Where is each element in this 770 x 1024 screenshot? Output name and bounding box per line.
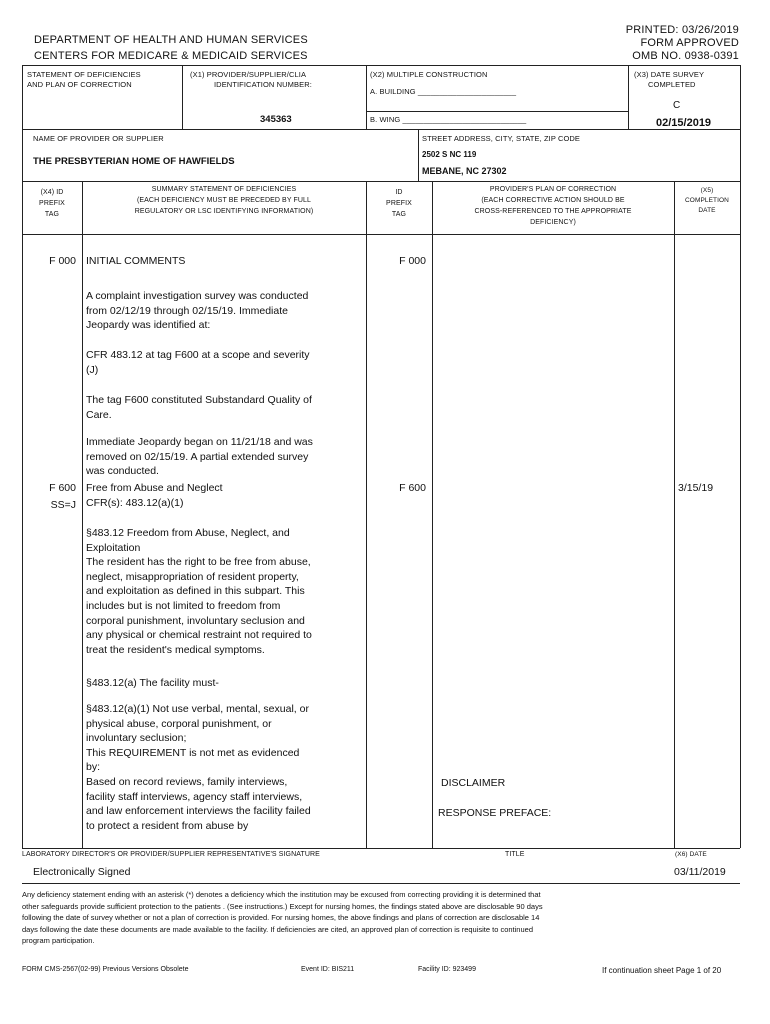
paragraph-facility-must: §483.12(a) The facility must- bbox=[86, 677, 219, 689]
id-f600: F 600 bbox=[399, 482, 426, 494]
x2-label: (X2) MULTIPLE CONSTRUCTION bbox=[370, 70, 488, 79]
id-f000: F 000 bbox=[399, 255, 426, 267]
id-header-line: PREFIX bbox=[386, 200, 412, 207]
statement-label: AND PLAN OF CORRECTION bbox=[27, 80, 132, 89]
rule bbox=[432, 181, 433, 848]
statement-label: STATEMENT OF DEFICIENCIES bbox=[27, 70, 141, 79]
x3-label: COMPLETED bbox=[648, 80, 696, 89]
summary-header-line: (EACH DEFICIENCY MUST BE PRECEDED BY FULL bbox=[136, 197, 312, 204]
address-label: STREET ADDRESS, CITY, STATE, ZIP CODE bbox=[422, 134, 581, 143]
rule bbox=[366, 181, 367, 848]
x4-header bbox=[22, 187, 82, 220]
plan-header-line: PROVIDER'S PLAN OF CORRECTION bbox=[489, 186, 617, 193]
rule bbox=[418, 129, 419, 181]
provider-name-label: NAME OF PROVIDER OR SUPPLIER bbox=[33, 134, 164, 143]
form-approved: FORM APPROVED bbox=[640, 37, 739, 49]
id-header bbox=[366, 187, 432, 220]
rule bbox=[82, 181, 83, 848]
f600-title: Free from Abuse and Neglect bbox=[86, 482, 223, 494]
printed-date: PRINTED: 03/26/2019 bbox=[625, 24, 739, 36]
wing-label: B. WING _____________________________ bbox=[370, 115, 527, 124]
rule bbox=[22, 848, 740, 849]
rule bbox=[22, 65, 740, 66]
x4-header-line: PREFIX bbox=[39, 200, 65, 207]
paragraph-jeopardy: Immediate Jeopardy began on 11/21/18 and was removed on 02/15/19. A partial extended survey was conducted. bbox=[86, 436, 313, 478]
rule bbox=[674, 181, 675, 848]
id-header-line: ID bbox=[395, 189, 403, 196]
summary-header-line: SUMMARY STATEMENT OF DEFICIENCIES bbox=[151, 186, 297, 193]
paragraph-requirement: §483.12(a)(1) Not use verbal, mental, sexual, or physical abuse, corporal punishment, or involuntary seclusion; This REQUIREMENT is not met as evidenced by: Based on record reviews, family interviews, facility staff interviews, agency staff interviews, and law enforcement interviews the facility failed to protect a resident from abuse by bbox=[86, 703, 311, 832]
disclaimer: DISCLAIMER bbox=[441, 777, 506, 789]
disclosure-notice: Any deficiency statement ending with an asterisk (*) denotes a deficiency which the institution may be excused from correcting providing it is determined that other safeguards provide sufficient protection to the patients . (See instructions.) Except for nursing homes, the findings stated above are disclosable 90 days following the date of survey whether or not a plan of correction is provided. For nursing homes, the above findings and plans of correction are disclosable 14 days following the date these documents are made available to the facility. If deficiencies are cited, an approved plan of correction is requisite to continued program participation. bbox=[22, 890, 543, 945]
x5-header-line: COMPLETION bbox=[685, 197, 729, 204]
facility-id: Facility ID: 923499 bbox=[418, 966, 476, 973]
department-title: DEPARTMENT OF HEALTH AND HUMAN SERVICES bbox=[34, 34, 308, 46]
x1-label: IDENTIFICATION NUMBER: bbox=[214, 80, 312, 89]
form-id: FORM CMS-2567(02-99) Previous Versions Obsolete bbox=[22, 966, 189, 973]
rule bbox=[22, 883, 740, 884]
address-line2: MEBANE, NC 27302 bbox=[422, 166, 507, 176]
building-label: A. BUILDING _______________________ bbox=[370, 87, 517, 96]
x3-label: (X3) DATE SURVEY bbox=[634, 70, 705, 79]
paragraph-complaint: A complaint investigation survey was conducted from 02/12/19 through 02/15/19. Immediate Jeopardy was identified at: bbox=[86, 290, 309, 332]
rule bbox=[366, 65, 367, 129]
summary-header-line: REGULATORY OR LSC IDENTIFYING INFORMATION) bbox=[134, 208, 314, 215]
provider-number: 345363 bbox=[260, 114, 292, 125]
rule bbox=[628, 65, 629, 129]
event-id: Event ID: BIS211 bbox=[301, 966, 355, 973]
plan-header-line: (EACH CORRECTIVE ACTION SHOULD BE bbox=[481, 197, 625, 204]
x1-label: (X1) PROVIDER/SUPPLIER/CLIA bbox=[190, 70, 307, 79]
plan-header bbox=[432, 184, 674, 228]
signature-value: Electronically Signed bbox=[33, 866, 131, 878]
x5-header bbox=[674, 186, 740, 216]
rule bbox=[22, 65, 23, 848]
signature-date: 03/11/2019 bbox=[674, 866, 726, 878]
rule bbox=[366, 111, 628, 112]
rule bbox=[22, 234, 740, 235]
plan-header-line: CROSS-REFERENCED TO THE APPROPRIATE bbox=[474, 208, 632, 215]
completion-date: 3/15/19 bbox=[678, 482, 714, 494]
rule bbox=[22, 129, 740, 130]
title-label: TITLE bbox=[505, 851, 525, 858]
x4-header-line: (X4) ID bbox=[40, 189, 64, 196]
paragraph-freedom: §483.12 Freedom from Abuse, Neglect, and Exploitation The resident has the right to be free from abuse, neglect, misappropriation of resident property, and exploitation as defined in this subpart. This includes but is not limited to freedom from corporal punishment, involuntary seclusion and any physical or chemical restraint not required to treat the resident's medical symptoms. bbox=[86, 527, 312, 656]
x5-header-line: DATE bbox=[698, 207, 716, 214]
paragraph-cfr: CFR 483.12 at tag F600 at a scope and severity (J) bbox=[86, 349, 310, 376]
rule bbox=[182, 65, 183, 129]
rule bbox=[740, 65, 741, 848]
x4-header-line: TAG bbox=[44, 211, 60, 218]
date-label: (X6) DATE bbox=[675, 851, 707, 858]
x5-header-line: (X5) bbox=[700, 187, 714, 194]
page-indicator: If continuation sheet Page 1 of 20 bbox=[602, 966, 722, 975]
survey-type: C bbox=[673, 100, 681, 111]
id-header-line: TAG bbox=[391, 211, 407, 218]
summary-header bbox=[82, 184, 366, 217]
survey-date: 02/15/2019 bbox=[656, 117, 712, 129]
address-line1: 2502 S NC 119 bbox=[422, 150, 477, 159]
initial-comments: INITIAL COMMENTS bbox=[86, 255, 186, 267]
rule bbox=[22, 181, 740, 182]
tag-f000: F 000 bbox=[49, 255, 76, 267]
f600-cfr: CFR(s): 483.12(a)(1) bbox=[86, 497, 184, 509]
signature-label: LABORATORY DIRECTOR'S OR PROVIDER/SUPPLIER REPRESENTATIVE'S SIGNATURE bbox=[22, 851, 320, 858]
agency-title: CENTERS FOR MEDICARE & MEDICAID SERVICES bbox=[34, 50, 308, 62]
tag-scope-severity: SS=J bbox=[50, 499, 76, 511]
omb-number: OMB NO. 0938-0391 bbox=[632, 50, 739, 62]
plan-header-line: DEFICIENCY) bbox=[530, 219, 576, 226]
tag-f600: F 600 bbox=[49, 482, 76, 494]
paragraph-sqc: The tag F600 constituted Substandard Quality of Care. bbox=[86, 394, 312, 421]
provider-name: THE PRESBYTERIAN HOME OF HAWFIELDS bbox=[33, 156, 235, 167]
response-preface: RESPONSE PREFACE: bbox=[438, 807, 552, 819]
